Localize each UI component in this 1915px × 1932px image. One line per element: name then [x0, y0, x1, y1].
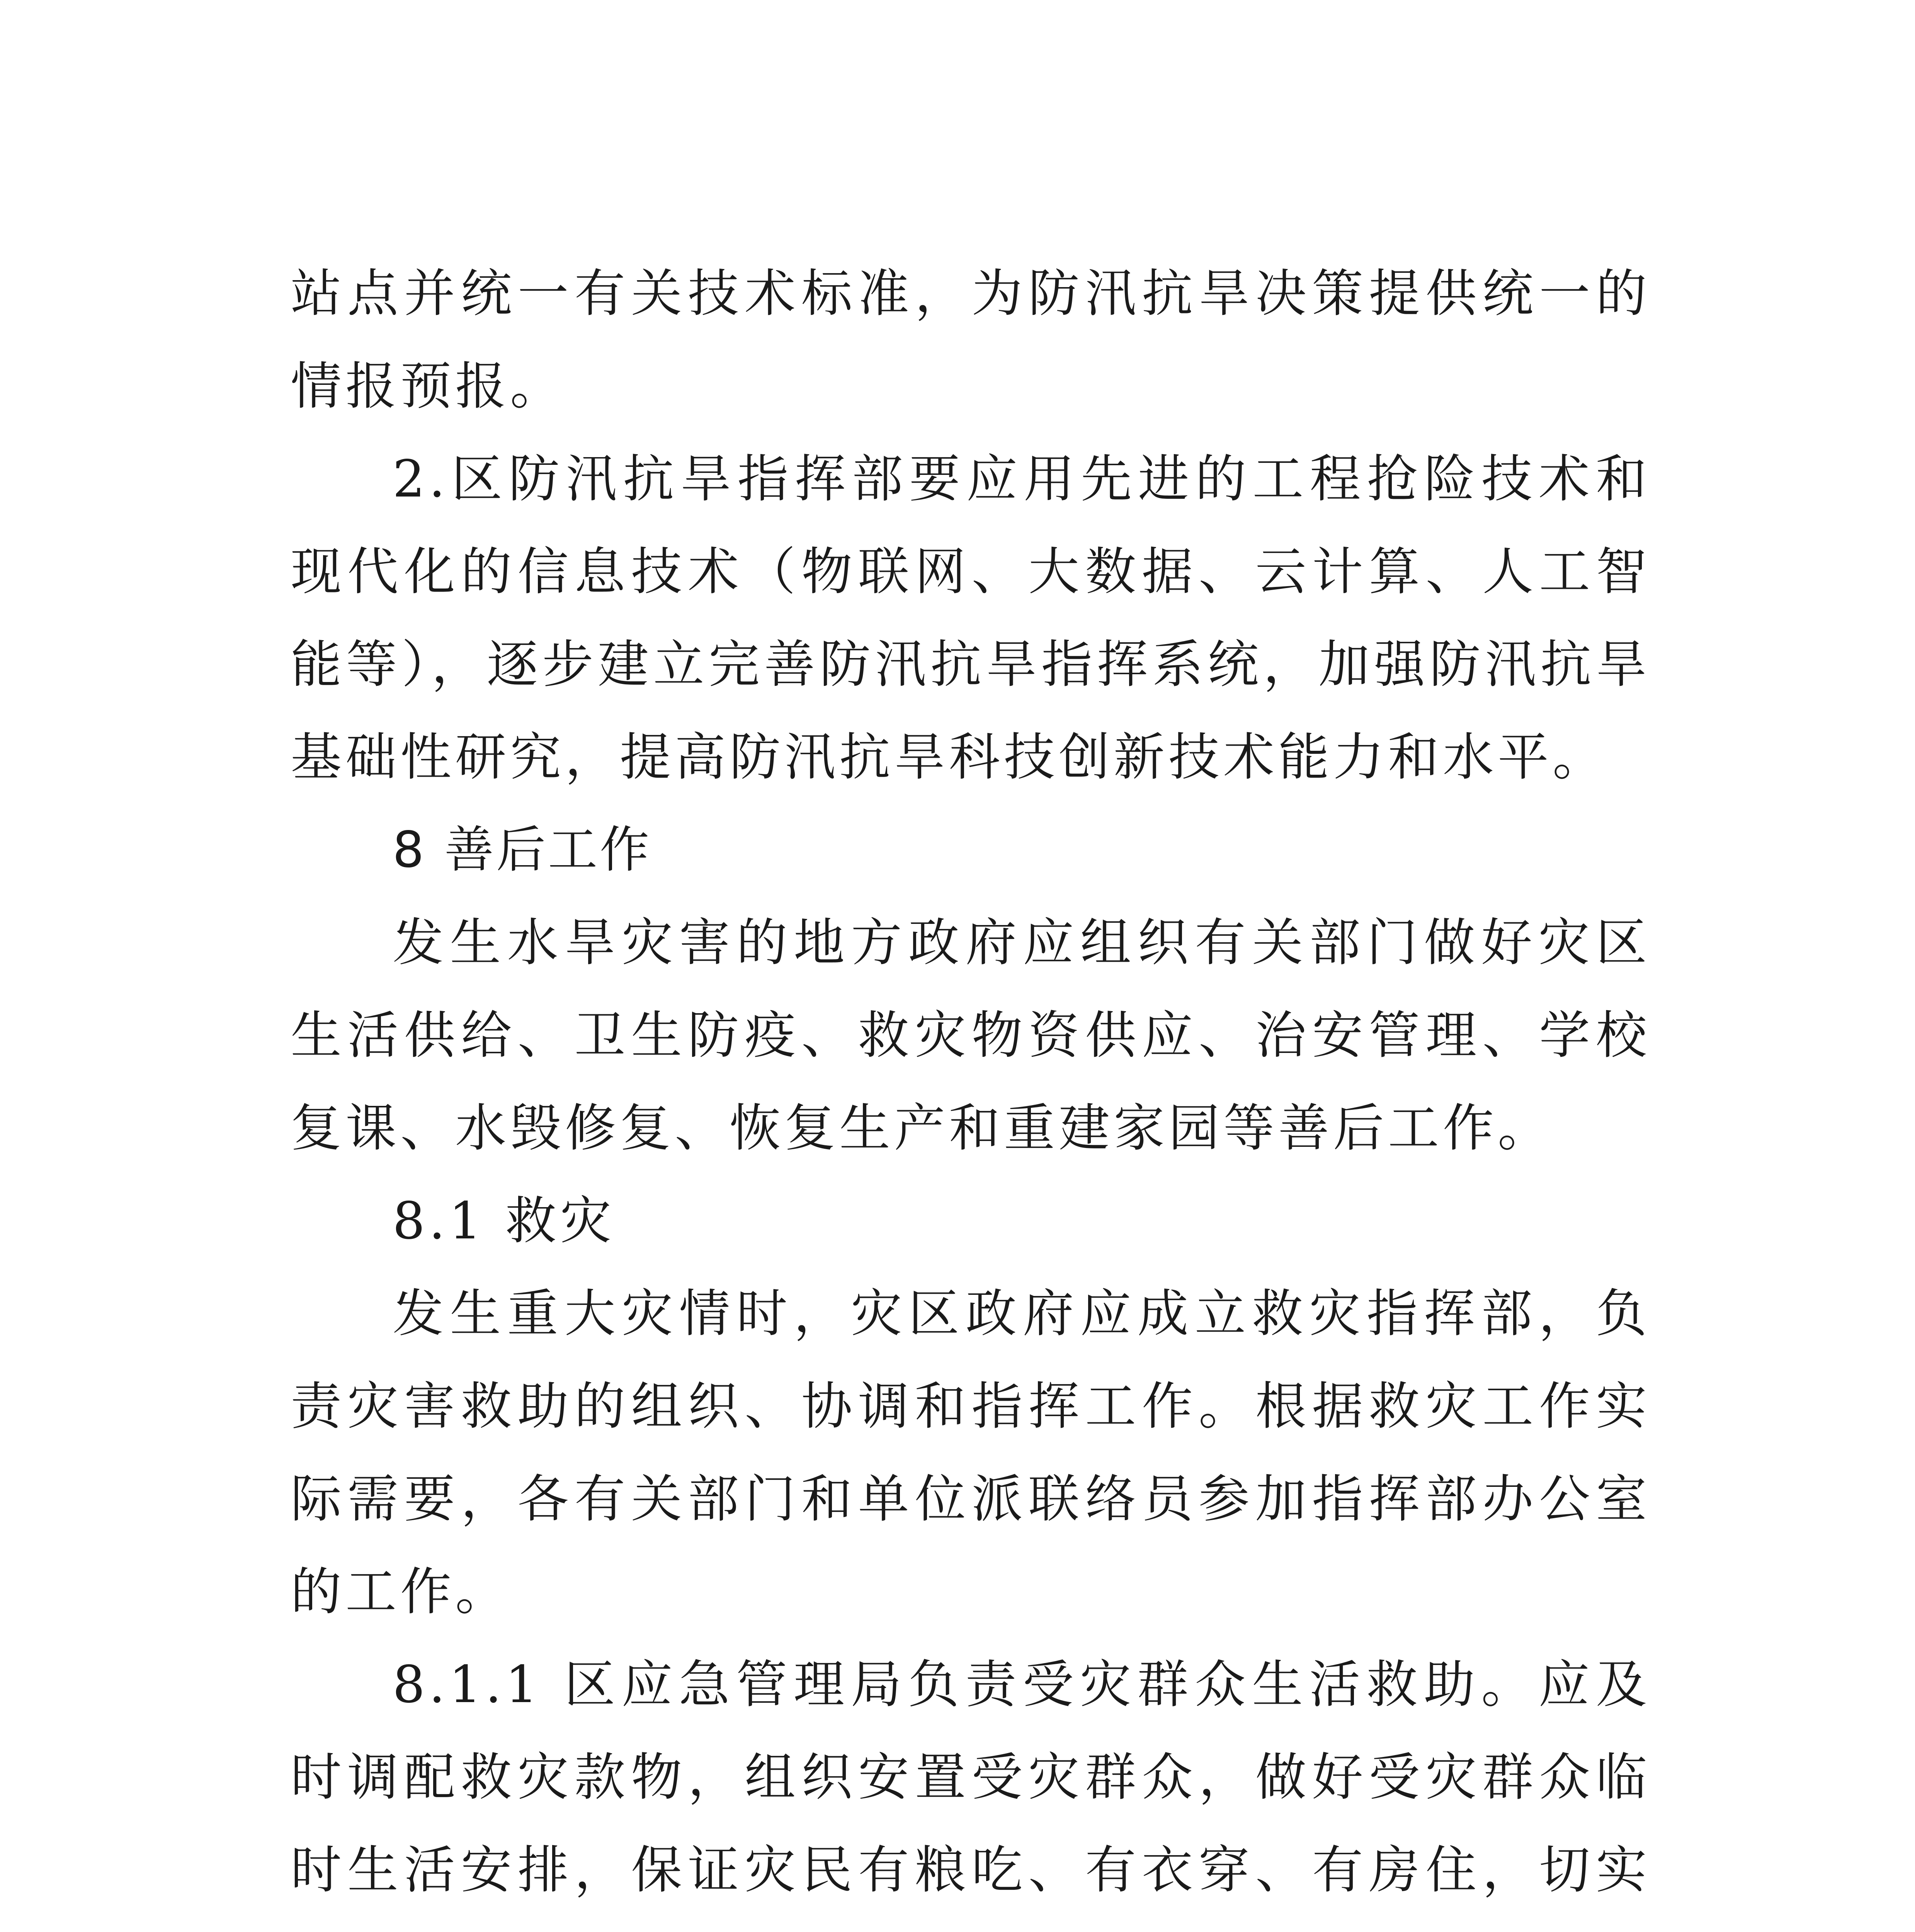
paragraph-continued: 站点并统一有关技术标准，为防汛抗旱决策提供统一的情报预报。 — [291, 264, 1651, 416]
paragraph-8-1-intro: 发生重大灾情时，灾区政府应成立救灾指挥部，负责灾害救助的组织、协调和指挥工作。根据救灾工作实际需要，各有关部门和单位派联络员参加指挥部办公室的工作。 — [291, 1284, 1651, 1622]
paragraph-item-2: 2.区防汛抗旱指挥部要应用先进的工程抢险技术和现代化的信息技术（物联网、大数据、云计算、人工智能等），逐步建立完善防汛抗旱指挥系统，加强防汛抗旱基础性研究，提高防汛抗旱科技创新技术能力和水平。 — [291, 449, 1651, 787]
paragraph-section-8-intro: 发生水旱灾害的地方政府应组织有关部门做好灾区生活供给、卫生防疫、救灾物资供应、治安管理、学校复课、水毁修复、恢复生产和重建家园等善后工作。 — [291, 913, 1651, 1158]
subheading-8-1: 8.1 救灾 — [393, 1191, 615, 1251]
paragraph-8-1-1: 8.1.1 区应急管理局负责受灾群众生活救助。应及时调配救灾款物，组织安置受灾群众，做好受灾群众临时生活安排，保证灾民有粮吃、有衣穿、有房住，切实 — [291, 1655, 1651, 1900]
page-body — [291, 247, 1651, 1932]
section-heading-8: 8 善后工作 — [393, 821, 652, 879]
